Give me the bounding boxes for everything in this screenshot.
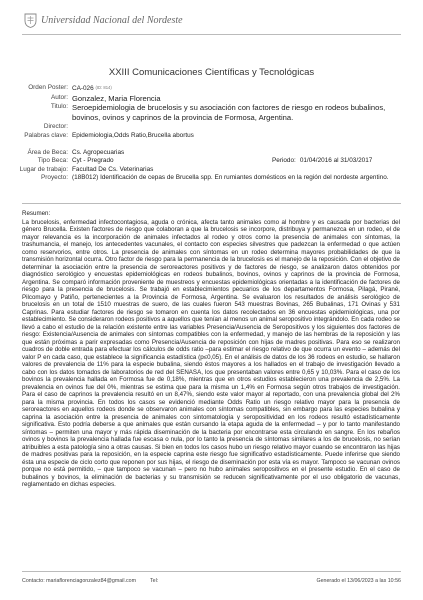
palabras-clave-row <box>0 132 423 141</box>
footer-contact <box>22 578 158 584</box>
tipo-beca-value: Cyt - Pregrado <box>72 157 114 165</box>
poster-metadata <box>0 84 423 183</box>
proyecto-label: Proyecto: <box>41 174 68 182</box>
poster-id: (ID: 814) <box>95 85 112 90</box>
director-label: Director: <box>43 123 68 131</box>
director-row <box>0 123 423 132</box>
footer-divider <box>22 571 401 572</box>
palabras-clave-label: Palabras clave: <box>24 131 68 139</box>
autor-value: Gonzalez, Maria Florencia <box>72 93 161 103</box>
proyecto-row <box>0 174 423 183</box>
resumen-label: Resumen: <box>22 210 51 217</box>
university-seal-icon <box>24 13 37 28</box>
contact-email: Contacto: mariaflorenciagonzalez84@gmail.com <box>22 578 137 584</box>
orden-poster-label: Orden Poster: <box>28 84 68 91</box>
area-beca-row <box>0 149 423 158</box>
area-beca-label: Área de Beca: <box>27 148 68 156</box>
event-title: XXIII Comunicaciones Científicas y Tecnológicas <box>108 67 315 78</box>
resumen-section <box>22 210 400 489</box>
titulo-row <box>0 103 423 122</box>
palabras-clave-value: Epidemiologia,Odds Ratio,Brucella abortus <box>72 131 194 139</box>
generated-timestamp: Generado el 13/06/2023 a las 10:56 <box>316 578 401 584</box>
titulo-label: Titulo: <box>50 103 68 111</box>
tipo-beca-row <box>0 157 423 166</box>
titulo-value: Seroepidemiologia de brucelosis y su asociación con factores de riesgo en rodeos bubalinos, bovinos, ovinos y caprinos de la provincia de Formosa, Argentina. <box>72 103 386 122</box>
proyecto-value: (18B012) Identificación de cepas de Brucella spp. En rumiantes domésticos en la región del nordeste argentino. <box>72 174 389 182</box>
lugar-trabajo-row <box>0 166 423 175</box>
footer <box>22 578 401 584</box>
area-beca-value: Cs. Agropecuarias <box>72 148 125 156</box>
lugar-trabajo-label: Lugar de trabajo: <box>19 165 68 173</box>
orden-poster-row <box>0 84 423 94</box>
university-logo <box>24 10 183 30</box>
contact-tel: Tel: <box>150 578 159 584</box>
orden-poster-code: CA-026 <box>72 84 94 92</box>
autor-row <box>0 94 423 104</box>
orden-poster-value <box>72 84 402 94</box>
header-divider <box>22 34 401 35</box>
autor-label: Autor: <box>50 93 68 101</box>
meta-divider <box>22 203 401 204</box>
university-name: Universidad Nacional del Nordeste <box>41 14 183 26</box>
periodo-value: 01/04/2016 al 31/03/2017 <box>299 157 373 165</box>
periodo-label: Periodo: <box>272 157 296 165</box>
director-value <box>72 123 402 132</box>
lugar-trabajo-value: Facultad De Cs. Veterinarias <box>72 165 154 173</box>
periodo <box>272 157 372 166</box>
resumen-text: La brucelosis, enfermedad infectocontagiosa, aguda o crónica, afecta tanto animales como al hombre y es causada por bacterias del género Brucella. Existen factores de riesgo que colaboran a que la brucelosis se incorpore, distribuya y permanezca en un rodeo, el de mayor relevancia es la incorporación de animales infectados al rodeo y otros como la presencia de animales con síntomas, la trashumancia, el manejo, los antecedentes vacunales, el contacto con especies silvestres que padezcan la enfermedad o que actúen como reservorios, entre otros. La presencia de animales con síntomas en un rodeo determina mayores probabilidades de que la transmisión horizontal ocurra. Otro factor de riesgo para la permanencia de la brucelosis es el manejo de la reposición. Con el objetivo de determinar la asociación entre la presencia de seroreactores positivos y de factores de riesgo, se analizaron datos obtenidos por diagnóstico serológico y encuestas epidemiológicas en rodeos bubalinos, bovinos, ovinos y caprinos de la provincia de Formosa, Argentina. Se comparó información proveniente de muestreos y encuestas epidemiológicas orientadas a la identificación de factores de riesgo para la presencia de brucelosis. Se trabajó en establecimientos pecuarios de los departamentos Formosa, Pilagá, Pirané, Pilcomayo y Patiño, pertenecientes a la Provincia de Formosa, Argentina. Se evaluaron los resultados de análisis serológico de brucelosis en un total de 1510 muestras de suero, de las cuales fueron 543 muestras Bovinas, 265 Bubalinas, 171 Ovinas y 531 Caprinas. Para estudiar factores de riesgo se tomaron en cuenta los datos recolectados en 36 encuestas epidemiológicas, una por establecimiento. Se consideraron rodeos positivos a aquellos que tenían al menos un animal seropositivo integrándolo. En cada rodeo se llevó a cabo el estudio de la relación existente entre las variables Presencia/Ausencia de Seropositivos y los siguientes dos factores de riesgo: Existencia/Ausencia de animales con síntomas compatibles con la enfermedad, y manejo de las hembras de la reposición y las que están próximas a parir expresadas como Presencia/Ausencia de reposición con hijas de madres positivas. Para eso se realizaron cuadros de doble entrada para efectuar los cálculos de odds ratio –para estimar el riesgo relativo de que ocurra un evento – además del valor P en cada caso, que establece la significancia estadística (p≤0,05). En el análisis de datos de los 36 rodeos en estudio, se hallaron valores de prevalencia de 11% para la especie bubalina, siendo éstos mayores a los hallados en el trabajo de investigación llevado a cabo con los datos tomados de laboratorios de red del SENASA, los que presentaban valores entre 0,65 y 10,03%. Para el caso de los bovinos la prevalencia hallada en Formosa fue de 0,18%, mientras que en otros estudios establecieron una prevalencia de 2,5%. La prevalencia en ovinos fue del 0%, mientras se estima que para la misma un 1,4% en Formosa según otros trabajos de investigación. Para el caso de caprinos la prevalencia resultó en un 8,47%, siendo este valor mayor al reportado, con una prevalencia global del 2% para la misma provincia. En todos los casos se evidenció mediante Odds Ratio un riesgo relativo mayor para la presencia de seroreactores en aquellos rodeos donde se observaron animales con síntomas compatibles, sin embargo para las especies bubalina y caprina la asociación entre la presencia de animales con sintomatología y seropositividad en los rodeos resultó estadísticamente significativa. Esto podría deberse a que animales que están cursando la etapa aguda de la enfermedad – y por lo tanto manifestando síntomas – permiten una mayor y más rápida diseminación de la bacteria por encontrarse esta circulando en sangre. En los rebaños ovinos y bovinos la prevalencia hallada fue escasa o nula, por lo tanto la presencia de síntomas similares a los de brucelosis, no serían atribuibles a esta patología sino a otras causas. Si bien en todos los casos hubo un riesgo relativo mayor cuando se encontraron las hijas de madres positivas para la reposición, en la especie caprina este riesgo fue significativo estadísticamente. Puede inferirse que siendo ésta una especie de ciclo corto que reponen por sus hijas, el riesgo de diseminación por esta vía es mayor. Tampoco se vacunan ovinos porque no está permitido, – que tampoco se vacunan – pero no hubo animales seropositivos en el presente estudio. En el caso de bubalinos y bovinos, la eliminación de bacterias y su transmisión se reducen significativamente por el uso obligatorio de vacunas, reglamentado en dichas especies. <box>22 218 400 488</box>
tipo-beca-label: Tipo Beca: <box>37 157 68 165</box>
